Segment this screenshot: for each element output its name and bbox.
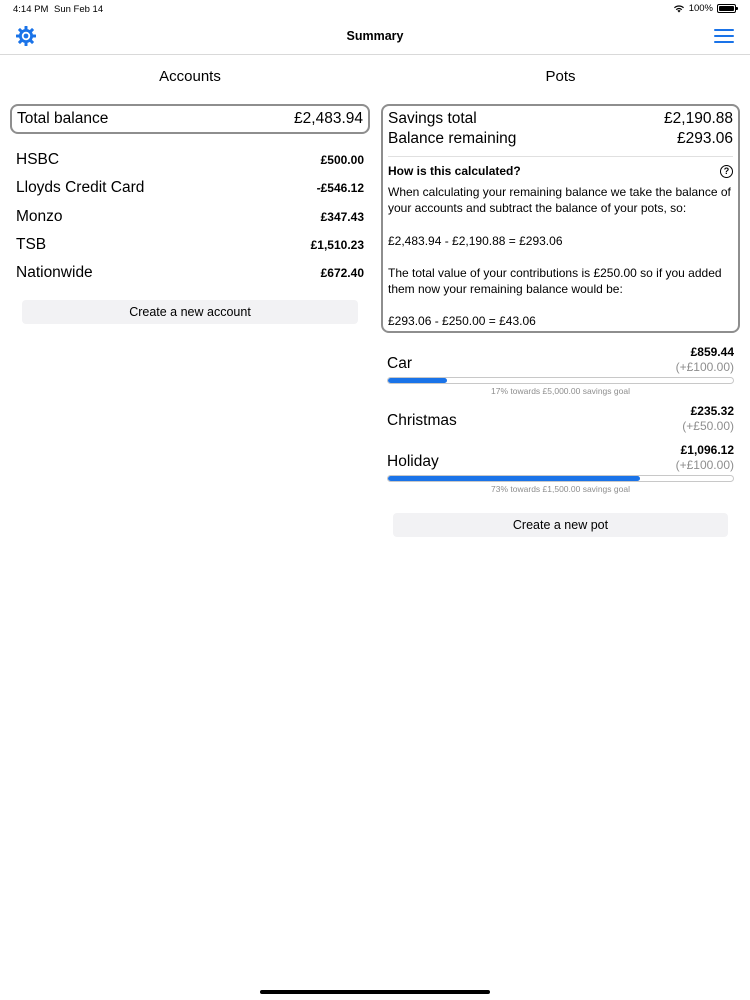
- pot-contribution: (+£100.00): [675, 360, 734, 374]
- account-row-nationwide[interactable]: [10, 259, 370, 287]
- create-account-button[interactable]: Create a new account: [22, 300, 358, 324]
- pot-name: Car: [387, 355, 412, 372]
- account-list: [10, 146, 370, 287]
- balance-remaining-row: [388, 130, 733, 150]
- account-name: Lloyds Credit Card: [16, 179, 145, 197]
- question-circle-icon[interactable]: ?: [720, 165, 733, 178]
- pot-amount: £235.32: [690, 404, 734, 418]
- create-pot-button[interactable]: Create a new pot: [393, 513, 728, 537]
- account-row-monzo[interactable]: [10, 203, 370, 231]
- pot-name: Christmas: [387, 412, 457, 429]
- explanation-equation: £2,483.94 - £2,190.88 = £293.06: [388, 233, 563, 248]
- pot-list: [381, 345, 740, 493]
- total-balance-value: £2,483.94: [294, 110, 363, 127]
- balance-remaining-label: Balance remaining: [388, 130, 517, 147]
- savings-total-value: £2,190.88: [664, 110, 733, 127]
- pot-amount: £859.44: [690, 345, 734, 359]
- account-balance: £347.43: [320, 209, 364, 224]
- navigation-bar: [0, 18, 750, 55]
- account-name: Monzo: [16, 207, 63, 225]
- savings-total-row: [388, 110, 733, 130]
- progress-fill: [388, 378, 447, 383]
- total-balance-label: Total balance: [17, 110, 109, 127]
- savings-total-label: Savings total: [388, 110, 477, 127]
- pots-header: Pots: [545, 68, 576, 85]
- account-balance: -£546.12: [316, 181, 364, 196]
- explanation-paragraph: When calculating your remaining balance we take the balance of your accounts and subtract the balance of your pots, so:: [388, 185, 731, 216]
- account-balance: £1,510.23: [310, 238, 364, 253]
- battery-percent: 100%: [688, 3, 713, 14]
- account-name: Nationwide: [16, 264, 93, 282]
- balance-remaining-value: £293.06: [676, 130, 733, 147]
- progress-bar: [387, 475, 734, 482]
- explanation-title: How is this calculated?: [388, 164, 521, 178]
- explanation-equation: £293.06 - £250.00 = £43.06: [388, 314, 536, 329]
- accounts-header: Accounts: [159, 68, 221, 85]
- account-name: HSBC: [16, 151, 60, 169]
- wifi-icon: [673, 4, 685, 13]
- pot-item-car[interactable]: [387, 345, 734, 404]
- account-name: TSB: [16, 236, 47, 254]
- explanation-body: [388, 184, 733, 330]
- pot-amount: £1,096.12: [680, 443, 734, 457]
- battery-icon: [717, 4, 736, 13]
- pot-contribution: (+£50.00): [682, 419, 734, 433]
- pots-column: [381, 56, 740, 537]
- total-balance-card: [10, 104, 370, 134]
- status-bar: [0, 0, 750, 18]
- account-row-tsb[interactable]: [10, 231, 370, 259]
- pot-name: Holiday: [387, 453, 439, 470]
- pots-summary-card: [381, 104, 740, 333]
- explanation-header: [388, 161, 733, 181]
- progress-label: 17% towards £5,000.00 savings goal: [491, 386, 630, 396]
- status-time: 4:14 PM: [13, 4, 49, 15]
- progress-fill: [388, 476, 640, 481]
- pot-item-holiday[interactable]: [387, 443, 734, 493]
- pot-contribution: (+£100.00): [675, 458, 734, 472]
- explanation-paragraph: The total value of your contributions is £250.00 so if you added them now your remaining balance would be:: [388, 265, 722, 297]
- page-title: Summary: [346, 29, 404, 43]
- account-balance: £672.40: [320, 266, 364, 281]
- status-date: Sun Feb 14: [54, 4, 104, 15]
- progress-bar: [387, 377, 734, 384]
- account-row-hsbc[interactable]: [10, 146, 370, 174]
- home-indicator[interactable]: [260, 990, 490, 994]
- account-row-lloyds-credit-card[interactable]: [10, 174, 370, 202]
- accounts-column: [10, 56, 370, 324]
- status-indicators: [673, 3, 736, 14]
- account-balance: £500.00: [320, 153, 364, 168]
- divider: [388, 156, 733, 157]
- progress-label: 73% towards £1,500.00 savings goal: [491, 484, 630, 494]
- menu-icon[interactable]: [714, 27, 734, 45]
